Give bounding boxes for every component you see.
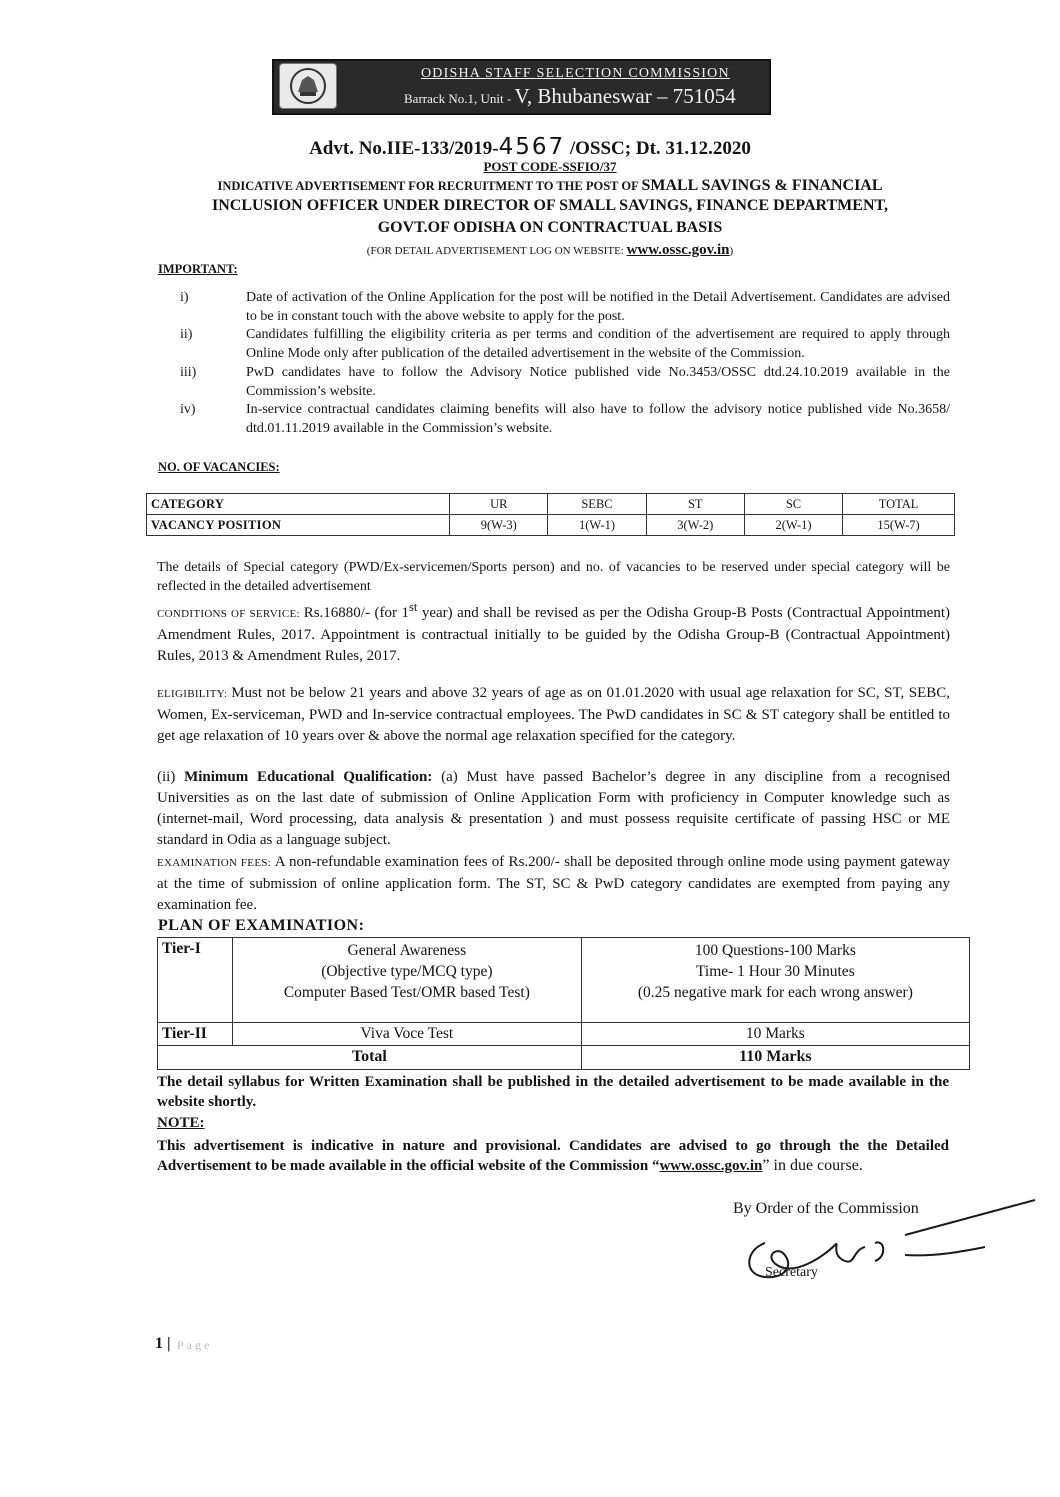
item-text: Date of activation of the Online Application for the post will be notified in the Detail Advertisement. Candidates are advised to be in constant touch with the above website to apply for the post. xyxy=(246,290,950,324)
website-note: (FOR DETAIL ADVERTISEMENT LOG ON WEBSITE: xyxy=(366,245,627,257)
header-cell: UR xyxy=(450,494,548,515)
emblem-logo xyxy=(279,63,337,109)
tier-marks xyxy=(581,938,969,1023)
list-item xyxy=(180,289,950,326)
total-marks: 110 Marks xyxy=(581,1046,969,1070)
header-cell: SEBC xyxy=(548,494,646,515)
total-row xyxy=(158,1046,970,1070)
item-number: iv) xyxy=(180,402,196,418)
header-cell: CATEGORY xyxy=(147,494,450,515)
table-cell: 3(W-2) xyxy=(646,515,744,536)
vacancy-table xyxy=(146,493,955,536)
desc-line: Computer Based Test/OMR based Test) xyxy=(283,984,530,1001)
eligibility xyxy=(157,683,950,747)
post-code: POST CODE-SSFIO/37 xyxy=(483,159,617,174)
website-note-end: ) xyxy=(729,245,734,257)
order-line: By Order of the Commission xyxy=(733,1200,919,1217)
table-cell: VACANCY POSITION xyxy=(147,515,450,536)
advt-handwritten-no: 4567 xyxy=(498,134,566,160)
note-text-b: ” in due course. xyxy=(762,1157,863,1174)
secretary-title: Secretary xyxy=(765,1265,818,1280)
syllabus-note: The detail syllabus for Written Examination shall be published in the detailed advertisement to be made available in the website shortly. xyxy=(157,1074,949,1110)
tier-label: Tier-I xyxy=(158,938,233,1023)
conditions-sup: st xyxy=(408,600,418,614)
conditions-of-service xyxy=(157,597,950,667)
qualification-prefix: (ii) xyxy=(157,769,185,785)
plan-title: PLAN OF EXAMINATION: xyxy=(158,917,365,934)
qualification-text: (a) Must have passed Bachelor’s degree in any discipline from a recognised Universities as on the last date of submission of Online Application Form with proficiency in Computer knowledge such as (internet-mail, Word processing, data analysis & presentation ) and must possess requisite certificate of passing HSC or ME standard in Odia as a language subject. xyxy=(157,769,951,848)
note-text xyxy=(157,1136,949,1176)
header-cell: ST xyxy=(646,494,744,515)
table-cell: 2(W-1) xyxy=(744,515,842,536)
fees-label: EXAMINATION FEES: xyxy=(157,857,275,869)
vacancies-title: NO. OF VACANCIES: xyxy=(158,460,280,474)
advt-suffix: /OSSC; Dt. 31.12.2020 xyxy=(565,138,751,159)
heading-line-2: INCLUSION OFFICER UNDER DIRECTOR OF SMALL SAVINGS, FINANCE DEPARTMENT, xyxy=(212,197,888,214)
table-row xyxy=(147,515,955,536)
item-number: i) xyxy=(180,290,189,305)
conditions-text-cont: year) and shall be revised as per the Odisha Group-B Posts (Contractual Appointment) Amendment Rules, 2017. Appointment is contractual initially to be guided by the Odisha Group-B (Contractual Appointment) Rules, 2013 & Amendment Rules, 2017. xyxy=(157,605,950,664)
advt-number xyxy=(0,134,1060,160)
note-title: NOTE: xyxy=(157,1115,205,1131)
org-name: ODISHA STAFF SELECTION COMMISSION xyxy=(421,66,730,81)
desc-line: General Awareness xyxy=(347,942,467,959)
header-cell: SC xyxy=(744,494,842,515)
heading-line-1-small: INDICATIVE ADVERTISEMENT FOR RECRUITMENT TO THE POST OF xyxy=(217,179,642,193)
website-link[interactable]: www.ossc.gov.in xyxy=(659,1158,763,1174)
conditions-label: CONDITIONS OF SERVICE: xyxy=(157,608,304,620)
item-text: Candidates fulfilling the eligibility criteria as per terms and condition of the advertisement are required to apply through Online Mode only after publication of the detailed advertisement in the website of the Commission. xyxy=(246,327,950,362)
table-header-row xyxy=(147,494,955,515)
item-number: iii) xyxy=(180,364,197,380)
important-list xyxy=(180,289,950,439)
table-row xyxy=(158,938,970,1023)
important-title: IMPORTANT: xyxy=(158,262,238,276)
qualification-label: Minimum Educational Qualification: xyxy=(184,769,433,785)
eligibility-text: Must not be below 21 years and above 32 years of age as on 01.01.2020 with usual age relaxation for SC, ST, SEBC, Women, Ex-serviceman, PWD and In-service contractual employees. The PwD candidates in SC & ST category shall be entitled to get age relaxation of 10 years over & above the normal age relaxation specified for the category. xyxy=(157,685,951,744)
desc-line: (Objective type/MCQ type) xyxy=(321,963,493,980)
eligibility-label: ELIGIBILITY: xyxy=(157,688,232,700)
list-item xyxy=(180,326,950,363)
marks-line: (0.25 negative mark for each wrong answer) xyxy=(637,984,913,1001)
list-item xyxy=(180,364,950,401)
tier-marks: 10 Marks xyxy=(581,1023,969,1046)
total-label: Total xyxy=(158,1046,582,1070)
address-prefix: Barrack No.1, Unit - xyxy=(404,91,515,106)
marks-line: Time- 1 Hour 30 Minutes xyxy=(695,963,855,980)
examination-fees xyxy=(157,852,950,916)
heading-line-1 xyxy=(150,177,950,195)
heading-line-1-large: SMALL SAVINGS & FINANCIAL xyxy=(641,177,883,194)
special-category-note: The details of Special category (PWD/Ex-servicemen/Sports person) and no. of vacancies to be reserved under special category will be reflected in the detailed advertisement xyxy=(157,560,950,594)
website-link[interactable]: www.ossc.gov.in xyxy=(626,242,730,258)
exam-plan-table xyxy=(157,937,970,1070)
heading-line-3: GOVT.OF ODISHA ON CONTRACTUAL BASIS xyxy=(377,219,723,236)
org-address xyxy=(404,84,736,109)
item-text: In-service contractual candidates claiming benefits will also have to follow the advisory notice published vide No.3658/ dtd.01.11.2019 available in the Commission’s website. xyxy=(246,402,950,436)
table-row xyxy=(158,1023,970,1046)
page-word: Page xyxy=(177,1338,213,1352)
marks-line: 100 Questions-100 Marks xyxy=(694,942,856,959)
address-main: V, Bhubaneswar – 751054 xyxy=(514,84,736,108)
list-item xyxy=(180,401,950,438)
item-text: PwD candidates have to follow the Advisory Notice published vide No.3453/OSSC dtd.24.10.2019 available in the Commission’s website. xyxy=(246,364,950,399)
page-number: 1 | xyxy=(155,1335,171,1352)
table-cell: 1(W-1) xyxy=(548,515,646,536)
tier-description: Viva Voce Test xyxy=(233,1023,582,1046)
heading-line-4 xyxy=(150,242,950,259)
tier-label: Tier-II xyxy=(158,1023,233,1046)
conditions-text: Rs.16880/- (for 1 xyxy=(303,605,409,621)
header-cell: TOTAL xyxy=(843,494,955,515)
item-number: ii) xyxy=(180,327,193,343)
note-text-a: This advertisement is indicative in nature and provisional. Candidates are advised to go through the the Detailed Advertisement to be made available in the official website of the Commission “ xyxy=(157,1138,949,1174)
tier-description xyxy=(233,938,582,1023)
advt-prefix: Advt. No.IIE-133/2019- xyxy=(309,138,499,159)
emblem-icon xyxy=(280,64,336,108)
table-cell: 9(W-3) xyxy=(450,515,548,536)
fees-text: A non-refundable examination fees of Rs.200/- shall be deposited through online mode using payment gateway at the time of submission of online application form. The ST, SC & PwD category candidates are exempted from paying any examination fee. xyxy=(157,854,950,913)
qualification xyxy=(157,767,950,851)
table-cell: 15(W-7) xyxy=(843,515,955,536)
